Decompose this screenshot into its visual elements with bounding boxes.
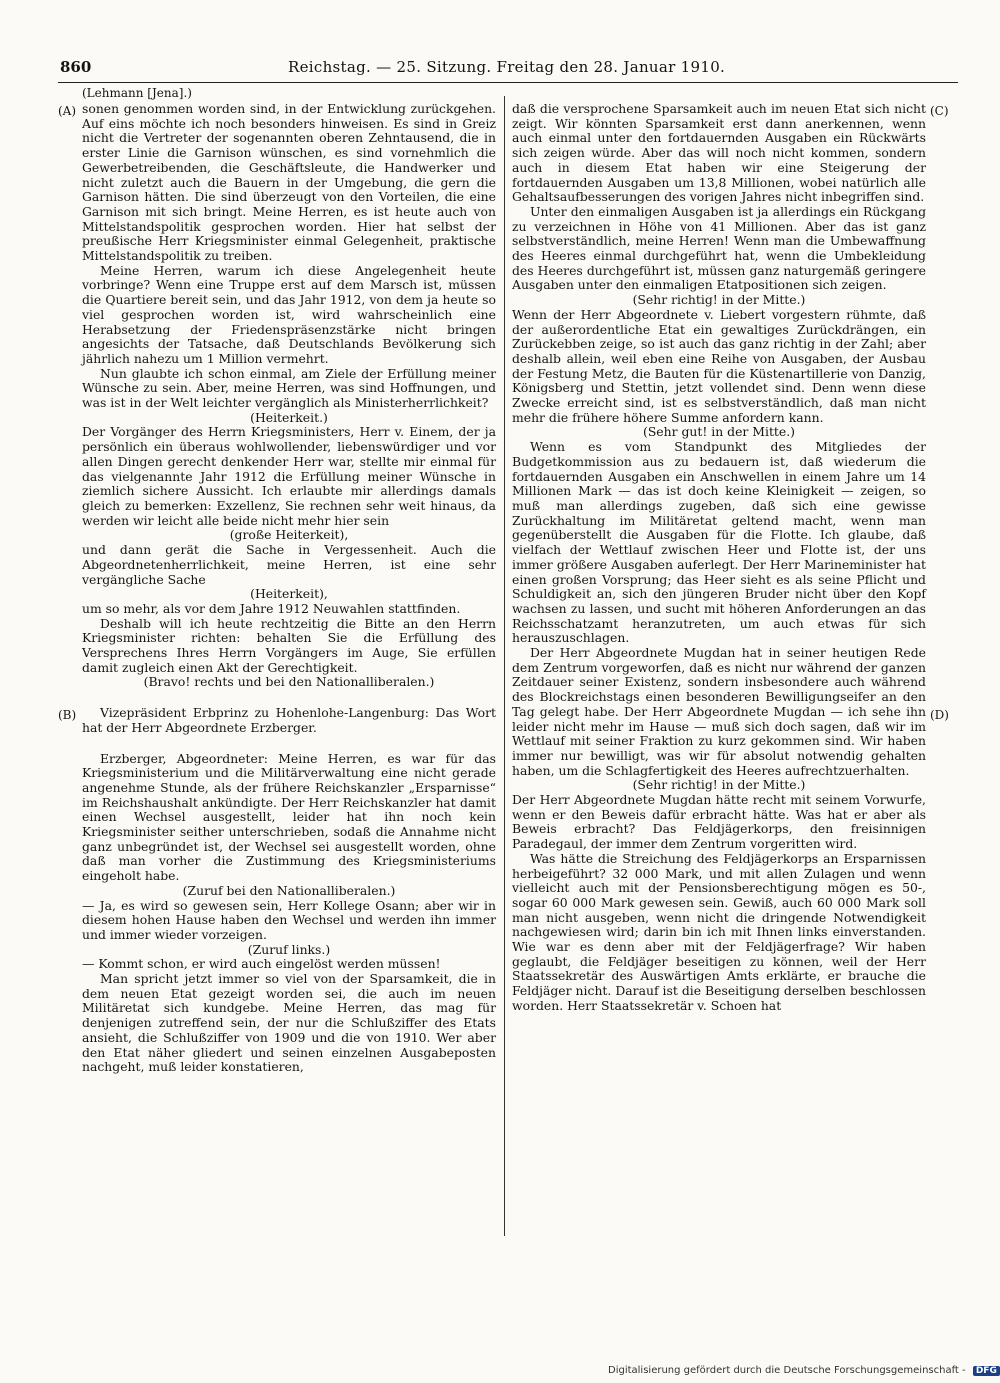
margin-mark-c: (C) xyxy=(930,104,949,118)
paragraph: Meine Herren, warum ich diese Angelegenheit heute vorbringe? Wenn eine Truppe erst auf dem Marsch ist, müssen die Quartiere bereit sein, und das Jahr 1912, von dem ja heute so viel gesprochen worden ist, wird wahrscheinlich eine Herabsetzung der Friedenspräsenzstärke nicht bringen angesichts der Tatsache, daß Deutschlands Bevölkerung sich jährlich nahezu um 1 Million vermehrt. xyxy=(82,262,496,366)
margin-mark-a: (A) xyxy=(58,104,77,118)
paragraph: — Ja, es wird so gewesen sein, Herr Kollege Osann; aber wir in diesem hohen Hause haben den Wechsel und werden ihn immer und immer wieder vorzeigen. xyxy=(82,897,496,942)
interjection: (Zuruf bei den Nationalliberalen.) xyxy=(182,882,396,898)
footer-credit xyxy=(608,1365,1000,1376)
interjection: (Bravo! rechts und bei den Nationalliberalen.) xyxy=(143,674,435,690)
paragraph: Der Vorgänger des Herrn Kriegsministers, Herr v. Einem, der ja persönlich ein überaus wohlwollender, liebenswürdiger und vor allen Dingen gerecht denkender Herr war, stellte mir einmal für das vielgenannte Jahr 1912 die Erfüllung meiner Wünsche in ziemlich sichere Aussicht. Ich erlaubte mir allerdings damals gleich zu bemerken: Exzellenz, Sie rechnen sehr weit hinaus, da werden wir leicht alle beide nicht mehr hier sein xyxy=(82,424,496,528)
paragraph: Was hätte die Streichung des Feldjägerkorps an Ersparnissen herbeigeführt? 32 000 Mark, und mit allen Zulagen und wenn vielleicht auch mit der Pensionsberechtigung mögen es 50-, sogar 60 000 Mark gewesen sein. Gewiß, auch 60 000 Mark soll man nicht ausgeben, wenn nicht die dringende Notwendigkeit nachgewiesen wird; darin bin ich mit Ihnen links einverstanden. Wie war es denn aber mit der Feldjägerfrage? Wir haben geglaubt, die Feldjäger beseitigen zu können, weil der Herr Staatssekretär des Auswärtigen Amts erklärte, er brauche die Feldjäger nicht. Darauf ist die Beseitigung derselben beschlossen worden. Herr Staatssekretär v. Schoen hat xyxy=(512,850,926,1013)
paragraph: Man spricht jetzt immer so viel von der Sparsamkeit, die in dem neuen Etat gezeigt worden sei, die auch im neuen Militäretat sich kundgebe. Meine Herren, das mag für denjenigen zutreffend sein, der nur die Schlußziffer des Etats ansieht, die Schlußziffer von 1909 und die von 1910. Wer aber den Etat näher gliedert und seinen einzelnen Ausgabeposten nachgeht, muß leider konstatieren, xyxy=(82,971,496,1075)
page-number: 860 xyxy=(60,58,92,76)
paragraph: Wenn es vom Standpunkt des Mitgliedes der Budgetkommission aus zu bedauern ist, daß wiederum die fortdauernden Ausgaben ein Anschwellen in einem Jahre um 14 Millionen Mark — das ist doch keine Kleinigkeit — zeigen, so muß man allerdings zugeben, daß sich eine gewisse Zurückhaltung im Militäretat geltend macht, wenn man gegenüberstellt die Ausgaben für die Flotte. Ich glaube, daß vielfach der Wettlauf zwischen Heer und Flotte ist, der uns immer größere Ausgaben auferlegt. Der Herr Marineminister hat einen großen Vorsprung; das Heer sieht es als seine Pflicht und Schuldigkeit an, sich den jüngeren Bruder nicht über den Kopf wachsen zu lassen, und sucht mit höheren Anforderungen an das Reichsschatzamt heranzutreten, um auch etwas für sich herauszuschlagen. xyxy=(512,439,926,646)
margin-mark-b: (B) xyxy=(58,708,77,722)
paragraph: Unter den einmaligen Ausgaben ist ja allerdings ein Rückgang zu verzeichnen in Höhe von 41 Millionen. Aber das ist ganz selbstverständlich, meine Herren! Wenn man die Umbewaffnung des Heeres einmal durchgeführt hat, wenn die Umbekleidung des Heeres durchgeführt ist, müssen ganz naturgemäß geringere Ausgaben unter den einmaligen Etatpositionen sich zeigen. xyxy=(512,203,926,293)
interjection: (Heiterkeit.) xyxy=(250,409,328,425)
dfg-logo: DFG xyxy=(973,1366,1000,1376)
interjection: (Sehr gut! in der Mitte.) xyxy=(642,424,796,440)
interjection: (Zuruf links.) xyxy=(247,941,331,957)
column-rule xyxy=(504,96,505,1236)
paragraph: Der Herr Abgeordnete Mugdan hat in seiner heutigen Rede dem Zentrum vorgeworfen, daß es nicht nur während der ganzen Zeitdauer seiner Existenz, sondern insbesondere auch während des Blockreichstags einen besonderen Bewilligungseifer an den Tag gelegt habe. Der Herr Abgeordnete Mugdan — ich sehe ihn leider nicht mehr im Hause — muß sich doch sagen, daß wir im Wettlauf mit seiner Fraktion zu kurz gekommen sind. Wir haben immer nur bewilligt, was wir für absolut notwendig gehalten haben, um die Schlagfertigkeit des Heeres aufrechtzuerhalten. xyxy=(512,645,926,778)
paragraph: Wenn der Herr Abgeordnete v. Liebert vorgestern rühmte, daß der außerordentliche Etat ein gewaltiges Zurückdrängen, ein Zurückebben zeige, so ist auch das ganz richtig in der Zahl; aber deshalb allein, weil eben eine Reihe von Ausgaben, der Ausbau der Festung Metz, die Bauten für die Küstenartillerie von Danzig, Königsberg und Stettin, jetzt vollendet sind. Denn wenn diese Zwecke erreicht sind, ist es selbstverständlich, daß man nicht mehr die frühere höhere Summe anfordern kann. xyxy=(512,306,926,425)
paragraph: Deshalb will ich heute rechtzeitig die Bitte an den Herrn Kriegsminister richten: behalten Sie die Erfüllung des Versprechens Ihres Herrn Vorgängers im Auge, Sie erfüllen damit zugleich einen Akt der Gerechtigkeit. xyxy=(82,615,496,675)
margin-mark-d: (D) xyxy=(930,708,949,722)
paragraph: um so mehr, als vor dem Jahre 1912 Neuwahlen stattfinden. xyxy=(82,600,461,616)
interjection: (große Heiterkeit), xyxy=(229,527,349,543)
footer-text: Digitalisierung gefördert durch die Deutsche Forschungsgemeinschaft - xyxy=(608,1365,966,1376)
speaker-paragraph: Vizepräsident Erbprinz zu Hohenlohe-Langenburg: Das Wort hat der Herr Abgeordnete Erzberger. xyxy=(82,705,496,735)
running-title: Reichstag. — 25. Sitzung. Freitag den 28. Januar 1910. xyxy=(288,58,726,76)
interjection: (Sehr richtig! in der Mitte.) xyxy=(632,292,806,308)
interjection: (Sehr richtig! in der Mitte.) xyxy=(632,777,806,793)
interjection: (Heiterkeit), xyxy=(250,586,328,602)
paragraph: daß die versprochene Sparsamkeit auch im neuen Etat sich nicht zeigt. Wir könnten Sparsamkeit erst dann anerkennen, wenn auch einmal unter den fortdauernden Ausgaben ein Rückwärts sich zeigen würde. Aber das will noch nicht kommen, sondern auch in diesem Etat haben wir eine Steigerung der fortdauernden Ausgaben um 13,8 Millionen, wobei natürlich alle Gehaltsaufbesserungen des vorigen Jahres nicht inbegriffen sind. xyxy=(512,101,926,205)
paragraph: sonen genommen worden sind, in der Entwicklung zurückgehen. Auf eins möchte ich noch besonders hinweisen. Es sind in Greiz nicht die Vertreter der sogenannten oberen Zehntausend, die in erster Linie die Garnison wünschen, es sind vornehmlich die Gewerbetreibenden, die Geschäftsleute, die Handwerker und nicht zuletzt auch die Bauern in der Umgebung, die gern die Garnison hätten. Die sind überzeugt von den Vorteilen, die eine Garnison mit sich bringt. Meine Herren, es ist heute auch von Mittelstandspolitik gesprochen worden. Hier hat selbst der preußische Herr Kriegsminister einmal Gelegenheit, praktische Mittelstandspolitik zu treiben. xyxy=(82,101,496,264)
speaker-paragraph: Erzberger, Abgeordneter: Meine Herren, es war für das Kriegsministerium und die Militärverwaltung eine nicht gerade angenehme Stunde, als der frühere Reichskanzler „Ersparnisse“ im Reichshaushalt ankündigte. Der Herr Reichskanzler hat damit einen Wechsel ausgestellt, leider hat ihn noch kein Kriegsminister seither unterschrieben, sodaß die Annahme nicht ganz unbegründet ist, der Wechsel sei ausgestellt worden, ohne daß man vorher die Zustimmung des Kriegsministeriums eingeholt habe. xyxy=(82,750,496,884)
paragraph: Der Herr Abgeordnete Mugdan hätte recht mit seinem Vorwurfe, wenn er den Beweis dafür erbracht hätte. Was hat er aber als Beweis erbracht? Das Feldjägerkorps, den freisinnigen Paradegaul, der immer dem Zentrum vorgeritten wird. xyxy=(512,792,926,852)
paragraph: Nun glaubte ich schon einmal, am Ziele der Erfüllung meiner Wünsche zu sein. Aber, meine Herren, was sind Hoffnungen, und was ist in der Welt leichter vergänglich als Ministerherrlichkeit? xyxy=(82,365,496,411)
right-column xyxy=(512,102,926,1014)
speaker-marker: (Lehmann [Jena].) xyxy=(82,86,192,100)
paragraph: — Kommt schon, er wird auch eingelöst werden müssen! xyxy=(82,956,441,972)
left-column xyxy=(82,102,496,1075)
paragraph: und dann gerät die Sache in Vergessenheit. Auch die Abgeordnetenherrlichkeit, meine Herren, ist eine sehr vergängliche Sache xyxy=(82,542,496,587)
page-header xyxy=(58,56,958,83)
